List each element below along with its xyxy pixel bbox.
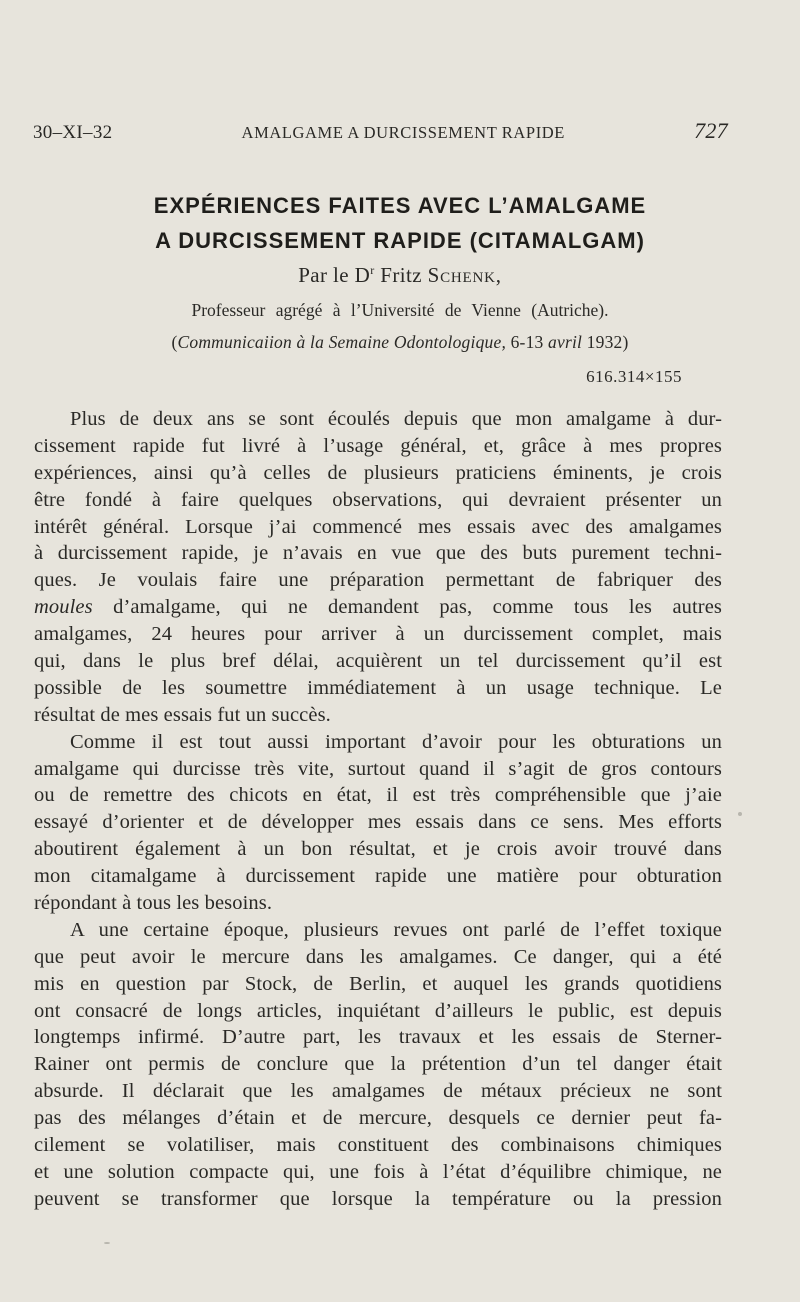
body-line: cissement rapide fut livré à l’usage général, et, grâce à mes propres <box>34 434 722 457</box>
print-speck <box>104 1242 110 1244</box>
body-line: mon citamalgame à durcissement rapide une matière pour obturation <box>34 865 722 888</box>
body-line-with-italic <box>34 594 722 621</box>
body-line: peuvent se transformer que lorsque la température ou la pression <box>34 1187 722 1210</box>
body-line: à durcissement rapide, je n’avais en vue que des buts purement techni- <box>34 542 722 565</box>
classification-code: 616.314×155 <box>586 367 682 386</box>
italic-word-moules: moules <box>34 596 93 619</box>
body-line: Plus de deux ans se sont écoulés depuis que mon amalgame à dur- <box>70 408 722 430</box>
body-line: pas des mélanges d’étain et de mercure, desquels ce dernier peut fa- <box>34 1107 722 1130</box>
paragraph-1 <box>34 406 722 729</box>
issue-date: 30–XI–32 <box>33 122 113 143</box>
body-line: mis en question par Stock, de Berlin, et auquel les grands quotidiens <box>34 972 722 995</box>
body-line: et une solution compacte qui, une fois à l’état d’équilibre chimique, ne <box>34 1160 722 1183</box>
byline-title-sup: r <box>370 263 375 277</box>
paragraph-3 <box>34 917 722 1213</box>
body-line: aboutirent également à un bon résultat, et je crois avoir trouvé dans <box>34 838 722 861</box>
comm-dates: 6-13 <box>506 332 549 352</box>
article-title <box>0 188 800 258</box>
body-line: répondant à tous les besoins. <box>34 892 273 915</box>
comm-venue: Communicaiion à la Semaine Odontologique, <box>177 332 507 352</box>
title-line-2: A DURCISSEMENT RAPIDE (CITAMALGAM) <box>155 228 645 253</box>
body-line: être fondé à faire quelques observations, qui devraient présenter un <box>34 488 722 511</box>
comm-month: avril <box>548 332 583 352</box>
body-line: amalgame qui durcisse très vite, surtout quand il s’agit de gros contours <box>34 757 722 780</box>
body-line: qui, dans le plus bref délai, acquièrent un tel durcissement qu’il est <box>34 650 722 673</box>
article-body <box>34 406 722 1213</box>
byline-prefix: Par le D <box>298 263 371 287</box>
running-title: AMALGAME A DURCISSEMENT RAPIDE <box>241 123 565 142</box>
author-byline <box>0 263 800 288</box>
body-line: que peut avoir le mercure dans les amalgames. Ce danger, qui a été <box>34 945 722 968</box>
body-line: cilement se volatiliser, mais constituent des combinaisons chimiques <box>34 1134 722 1157</box>
body-line: Rainer ont permis de conclure que la prétention d’un tel danger était <box>34 1053 722 1076</box>
paragraph-2 <box>34 729 722 917</box>
body-line-rest: d’amalgame, qui ne demandent pas, comme tous les autres <box>113 596 722 619</box>
comm-open: ( <box>171 332 178 352</box>
communication-note <box>0 332 800 353</box>
body-line: expériences, ainsi qu’à celles de plusieurs praticiens éminents, je crois <box>34 461 722 484</box>
body-line: longtemps infirmé. D’autre part, les travaux et les essais de Sterner- <box>34 1026 722 1049</box>
title-line-1: EXPÉRIENCES FAITES AVEC L’AMALGAME <box>153 193 647 218</box>
body-line: ou de remettre des chicots en état, il est très compréhensible que j’aie <box>34 784 722 807</box>
body-line: résultat de mes essais fut un succès. <box>34 703 331 726</box>
comm-year: 1932) <box>582 332 629 352</box>
body-line: possible de les soumettre immédiatement à un usage technique. Le <box>34 676 722 699</box>
body-line: intérêt général. Lorsque j’ai commencé mes essais avec des amalgames <box>34 515 722 538</box>
body-line: absurde. Il déclarait que les amalgames de métaux précieux ne sont <box>34 1080 722 1103</box>
body-line: ques. Je voulais faire une préparation permettant de fabriquer des <box>34 569 722 592</box>
author-last-name: Schenk, <box>427 263 502 287</box>
body-line: ont consacré de longs articles, inquiétant d’ailleurs le public, est depuis <box>34 999 722 1022</box>
author-first-name: Fritz <box>374 263 428 287</box>
page-number: 727 <box>694 118 728 143</box>
body-line: amalgames, 24 heures pour arriver à un durcissement complet, mais <box>34 623 722 646</box>
print-speck <box>738 812 742 816</box>
body-line: A une certaine époque, plusieurs revues ont parlé de l’effet toxique <box>70 918 722 941</box>
body-line: Comme il est tout aussi important d’avoir pour les obturations un <box>70 730 722 753</box>
running-header <box>33 118 728 144</box>
author-affiliation: Professeur agrégé à l’Université de Vienne (Autriche). <box>191 300 609 320</box>
body-line: essayé d’orienter et de développer mes essais dans ce sens. Mes efforts <box>34 811 722 834</box>
